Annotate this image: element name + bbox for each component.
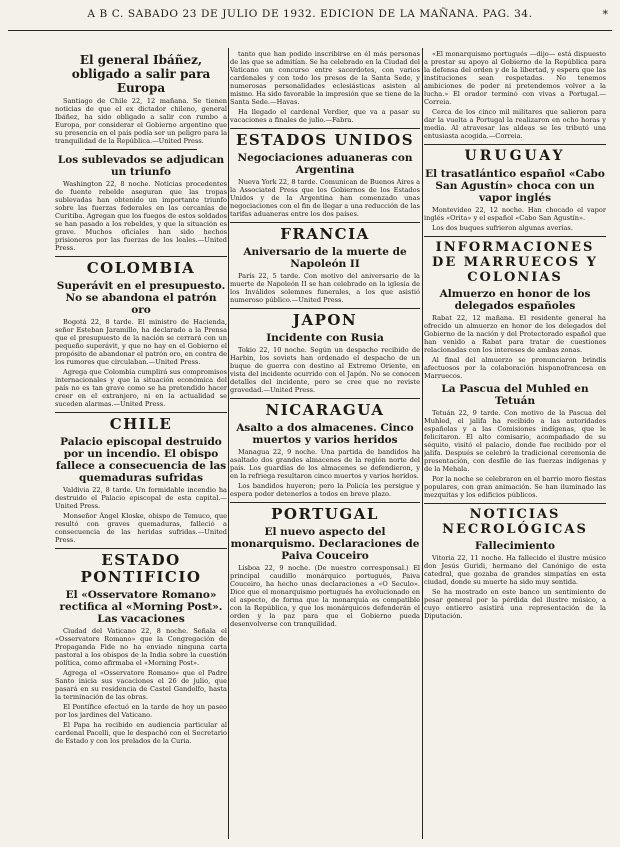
- section-pontificio: ESTADO PONTIFICIO: [55, 548, 227, 586]
- page-header: [0, 8, 620, 38]
- article-text-palacio-2: Monseñor Ángel Kloske, obispo de Temuco, que resultó con graves quemaduras, falleció a consecuencia de las heridas sufridas.—United Press.: [55, 512, 227, 544]
- article-text-almuerzo-2: Al final del almuerzo se pronunciaron brindis afectuosos por la colaboración hispanofrancesa en Marruecos.: [424, 356, 606, 380]
- article-text-monarquismo: Lisboa 22, 9 noche. (De nuestro corresponsal.) El principal caudillo monárquico portugués, Paiva Couceiro, ha hecho unas declaraciones a «O Seculo». Dice que el monarquismo portugués ha evolucionado en el aspecto, de forma que la monarquía es compatible con la República, y que los monárquicos defenderán el orden y la paz para que el Gobierno pueda desenvolverse con tranquilidad.: [230, 564, 420, 628]
- article-text-palacio-1: Valdivia 22, 8 tarde. Un formidable incendio ha destruido el Palacio episcopal de esta capital.—United Press.: [55, 486, 227, 510]
- article-text-portugal-cont: «El monarquismo portugués —dijo— está dispuesto a prestar su apoyo al Gobierno de la República para la defensa del orden y de la libertad, y espera que las instituciones sean respetadas. No tenemos ambiciones de poder ni pretendemos volver a la lucha.» El orador terminó con vivas a Portugal.—Correia.: [424, 50, 606, 106]
- article-text-osservatore-2: Agrega el «Osservatore Romano» que el Padre Santo inicia sus vacaciones el 26 de julio, que pasará en su residencia de Castel Gandolfo, hasta la terminación de las obras.: [55, 669, 227, 701]
- column-right: [424, 50, 606, 839]
- article-text-fallecimiento-2: Se ha mostrado en este banco un sentimiento de pesar general por la pérdida del ilustre músico, a cuyo entierro asistirá una representación de la Diputación.: [424, 588, 606, 620]
- article-text-almuerzo-1: Rabat 22, 12 mañana. El residente general ha ofrecido un almuerzo en honor de los delegados del Gobierno de la nación y del Protectorado español que han venido a Rabat para tratar de cuestiones relacionadas con los intereses de ambas zonas.: [424, 314, 606, 354]
- section-portugal: PORTUGAL: [230, 502, 420, 523]
- article-title-asalto: Asalto a dos almacenes. Cinco muertos y varios heridos: [236, 422, 414, 446]
- article-text-negociaciones: Nueva York 22, 8 tarde. Comunican de Buenos Aires a la Associated Press que los Gobiernos de los Estados Unidos y de la Argentina han comenzado unas negociaciones con el fin de llegar a una reducción de las tarifas aduaneras entre los dos países.: [230, 178, 420, 218]
- article-text-ibanez: Santiago de Chile 22, 12 mañana. Se tienen noticias de que el ex dictador chileno, general Ibáñez, ha sido obligado a salir con rumbo a Europa, por considerar el Gobierno argentino que su presencia en el país podía ser un peligro para la tranquilidad de la República.—United Press.: [55, 97, 227, 145]
- article-text-osservatore-1: Ciudad del Vaticano 22, 8 noche. Señala el «Osservatore Romano» que la Congregación de Propaganda Fide no ha enviado ninguna carta pastoral a los obispos de la India sobre la cuestión política, como afirmaba el «Morning Post».: [55, 627, 227, 667]
- separator: [85, 149, 197, 150]
- article-text-fallecimiento-1: Vitoria 22, 11 noche. Ha fallecido el ilustre músico don Jesús Guridi, hermano del Canónigo de esta catedral, que gozaba de grandes simpatías en esta ciudad, donde su muerte ha sido muy sentida.: [424, 554, 606, 586]
- article-text-sublevados: Washington 22, 8 noche. Noticias procedentes de fuente rebelde aseguran que las tropas sublevadas han obtenido un importante triunfo sobre las fuerzas federales en las cercanías de Curitiba. Agregan que los fuegos de estos soldados se han pasado a los rebeldes, y que la situación es grave. Muchos oficiales han sido hechos prisioneros por las fuerzas de los leales.—United Press.: [55, 180, 227, 252]
- section-nicaragua: NICARAGUA: [230, 398, 420, 419]
- header-rule: [8, 30, 612, 31]
- section-estados-unidos: ESTADOS UNIDOS: [230, 128, 420, 149]
- section-uruguay: URUGUAY: [424, 144, 606, 165]
- article-text-superavit-2: Agrega que Colombia cumplirá sus compromisos internacionales y que la situación económica del país no es tan grave como se ha pretendido hacer creer en el extranjero, ni en la actualidad se suceden alarmas.—United Press.: [55, 368, 227, 408]
- running-title: A B C. SABADO 23 DE JULIO DE 1932. EDICION DE LA MAÑANA. PAG. 34.: [87, 8, 533, 20]
- article-title-napoleon: Aniversario de la muerte de Napoleón II: [243, 246, 407, 270]
- article-text-muhled-2: Por la noche se celebraron en el barrio moro fiestas populares, con gran animación. Se han iluminado las mezquitas y los edificios públicos.: [424, 475, 606, 499]
- article-text-verdier: Ha llegado el cardenal Verdier, que va a pasar su vacaciones a finales de julio.—Fabra.: [230, 108, 420, 124]
- section-colombia: COLOMBIA: [55, 256, 227, 277]
- page-folio: *: [602, 8, 608, 21]
- article-text-osservatore-3: El Pontífice efectuó en la tarde de hoy un paseo por los jardines del Vaticano.: [55, 703, 227, 719]
- article-title-almuerzo: Almuerzo en honor de los delegados españoles: [439, 288, 591, 312]
- article-text-napoleon: París 22, 5 tarde. Con motivo del aniversario de la muerte de Napoleón II se han celebrado en la iglesia de los Inválidos solemnes funerales, a los que asistió numeroso público.—United Press.: [230, 272, 420, 304]
- article-text-asalto-1: Managua 22, 9 noche. Una partida de bandidos ha asaltado dos grandes almacenes de la región norte del país. Los guardias de los almacenes se defendieron, y en la refriega resultaron cinco muertos y varios heridos.: [230, 448, 420, 480]
- article-title-rusia: Incidente con Rusia: [266, 332, 384, 344]
- column-rule-2: [422, 48, 423, 839]
- section-francia: FRANCIA: [230, 222, 420, 243]
- article-text-vaticano-cont: tanto que han podido inscribirse en él más personas de las que se admitían. Se ha celebrado en la Ciudad del Vaticano un concurso entre sacerdotes, con varios cardenales y con todo los presos de la Santa Sede, y numerosas personalidades eclesiásticas asisten al mismo. Ha sido favorable la impresión que se tiene de la Santa Sede.—Havas.: [230, 50, 420, 106]
- article-title-negociaciones: Negociaciones aduaneras con Argentina: [237, 152, 413, 176]
- article-title-trasatlantico: El trasatlántico español «Cabo San Agustín» choca con un vapor inglés: [425, 168, 605, 204]
- section-japon: JAPON: [230, 308, 420, 329]
- article-text-rusia: Tokio 22, 10 noche. Según un despacho recibido de Harbin, los soviets han ordenado el despacho de un buque de guerra con destino al Extremo Oriente, en vista del incidente ocurrido con el Japón. No se conocen detalles del incidente, pero se cree que no reviste gravedad.—United Press.: [230, 346, 420, 394]
- article-text-muhled-1: Tetuán 22, 9 tarde. Con motivo de la Pascua del Muhled, el jalifa ha recibido a las autoridades españolas y a las Comisiones indígenas, que le felicitaron. El alto comisario, acompañado de su séquito, visitó el palacio, donde fue recibido por el jalifa. Después se celebró la tradicional ceremonia de presentación, con desfile de las fuerzas indígenas y de la Mehala.: [424, 409, 606, 473]
- section-marruecos: INFORMACIONES DE MARRUECOS Y COLONIAS: [424, 236, 606, 285]
- column-middle: [230, 50, 420, 839]
- article-text-trasatlantico-1: Montevideo 22, 12 noche. Han chocado el vapor inglés «Orita» y el español «Cabo San Agustín».: [424, 206, 606, 222]
- article-text-osservatore-4: El Papa ha recibido en audiencia particular al cardenal Pacelli, que le despachó con el Secretario de Estado y con los prelados de la Curia.: [55, 721, 227, 745]
- article-title-palacio: Palacio episcopal destruido por un incendio. El obispo fallece a consecuencia de las quemaduras sufridas: [55, 436, 227, 484]
- article-text-militares: Cerca de los cinco mil militares que salieron para dar la vuelta a Portugal la realizaron en ocho horas y media. Al atravesar las aldeas se les tributó una entusiasta acogida.—Correia.: [424, 108, 606, 140]
- article-title-sublevados: Los sublevados se adjudican un triunfo: [57, 154, 225, 178]
- article-title-osservatore: El «Osservatore Romano» rectifica al «Morning Post». Las vacaciones: [59, 589, 223, 625]
- section-chile: CHILE: [55, 412, 227, 433]
- article-title-superavit: Superávit en el presupuesto. No se abandona el patrón oro: [56, 280, 226, 316]
- article-text-trasatlantico-2: Los dos buques sufrieron algunas averías.: [432, 224, 573, 232]
- column-rule-1: [228, 48, 229, 839]
- article-title-fallecimiento: Fallecimiento: [475, 540, 555, 552]
- article-title-muhled: La Pascua del Muhled en Tetuán: [441, 383, 589, 407]
- article-title-ibanez: El general Ibáñez, obligado a salir para Europa: [71, 53, 211, 95]
- article-title-monarquismo: El nuevo aspecto del monarquismo. Declaraciones de Paiva Couceiro: [230, 526, 420, 562]
- section-necrologicas: NOTICIAS NECROLÓGICAS: [424, 503, 606, 537]
- article-text-superavit-1: Bogotá 22, 8 tarde. El ministro de Hacienda, señor Esteban Jaramillo, ha declarado a la Prensa que el presupuesto de la nación se cerrará con un pequeño superávit, y que no hay en el Gobierno el propósito de abandonar el patrón oro, en contra de los rumores que circulaban.—United Press.: [55, 318, 227, 366]
- article-text-asalto-2: Los bandidos huyeron; pero la Policía les persigue y espera poder detenerlos a todos en breve plazo.: [230, 482, 420, 498]
- column-left: [55, 50, 227, 839]
